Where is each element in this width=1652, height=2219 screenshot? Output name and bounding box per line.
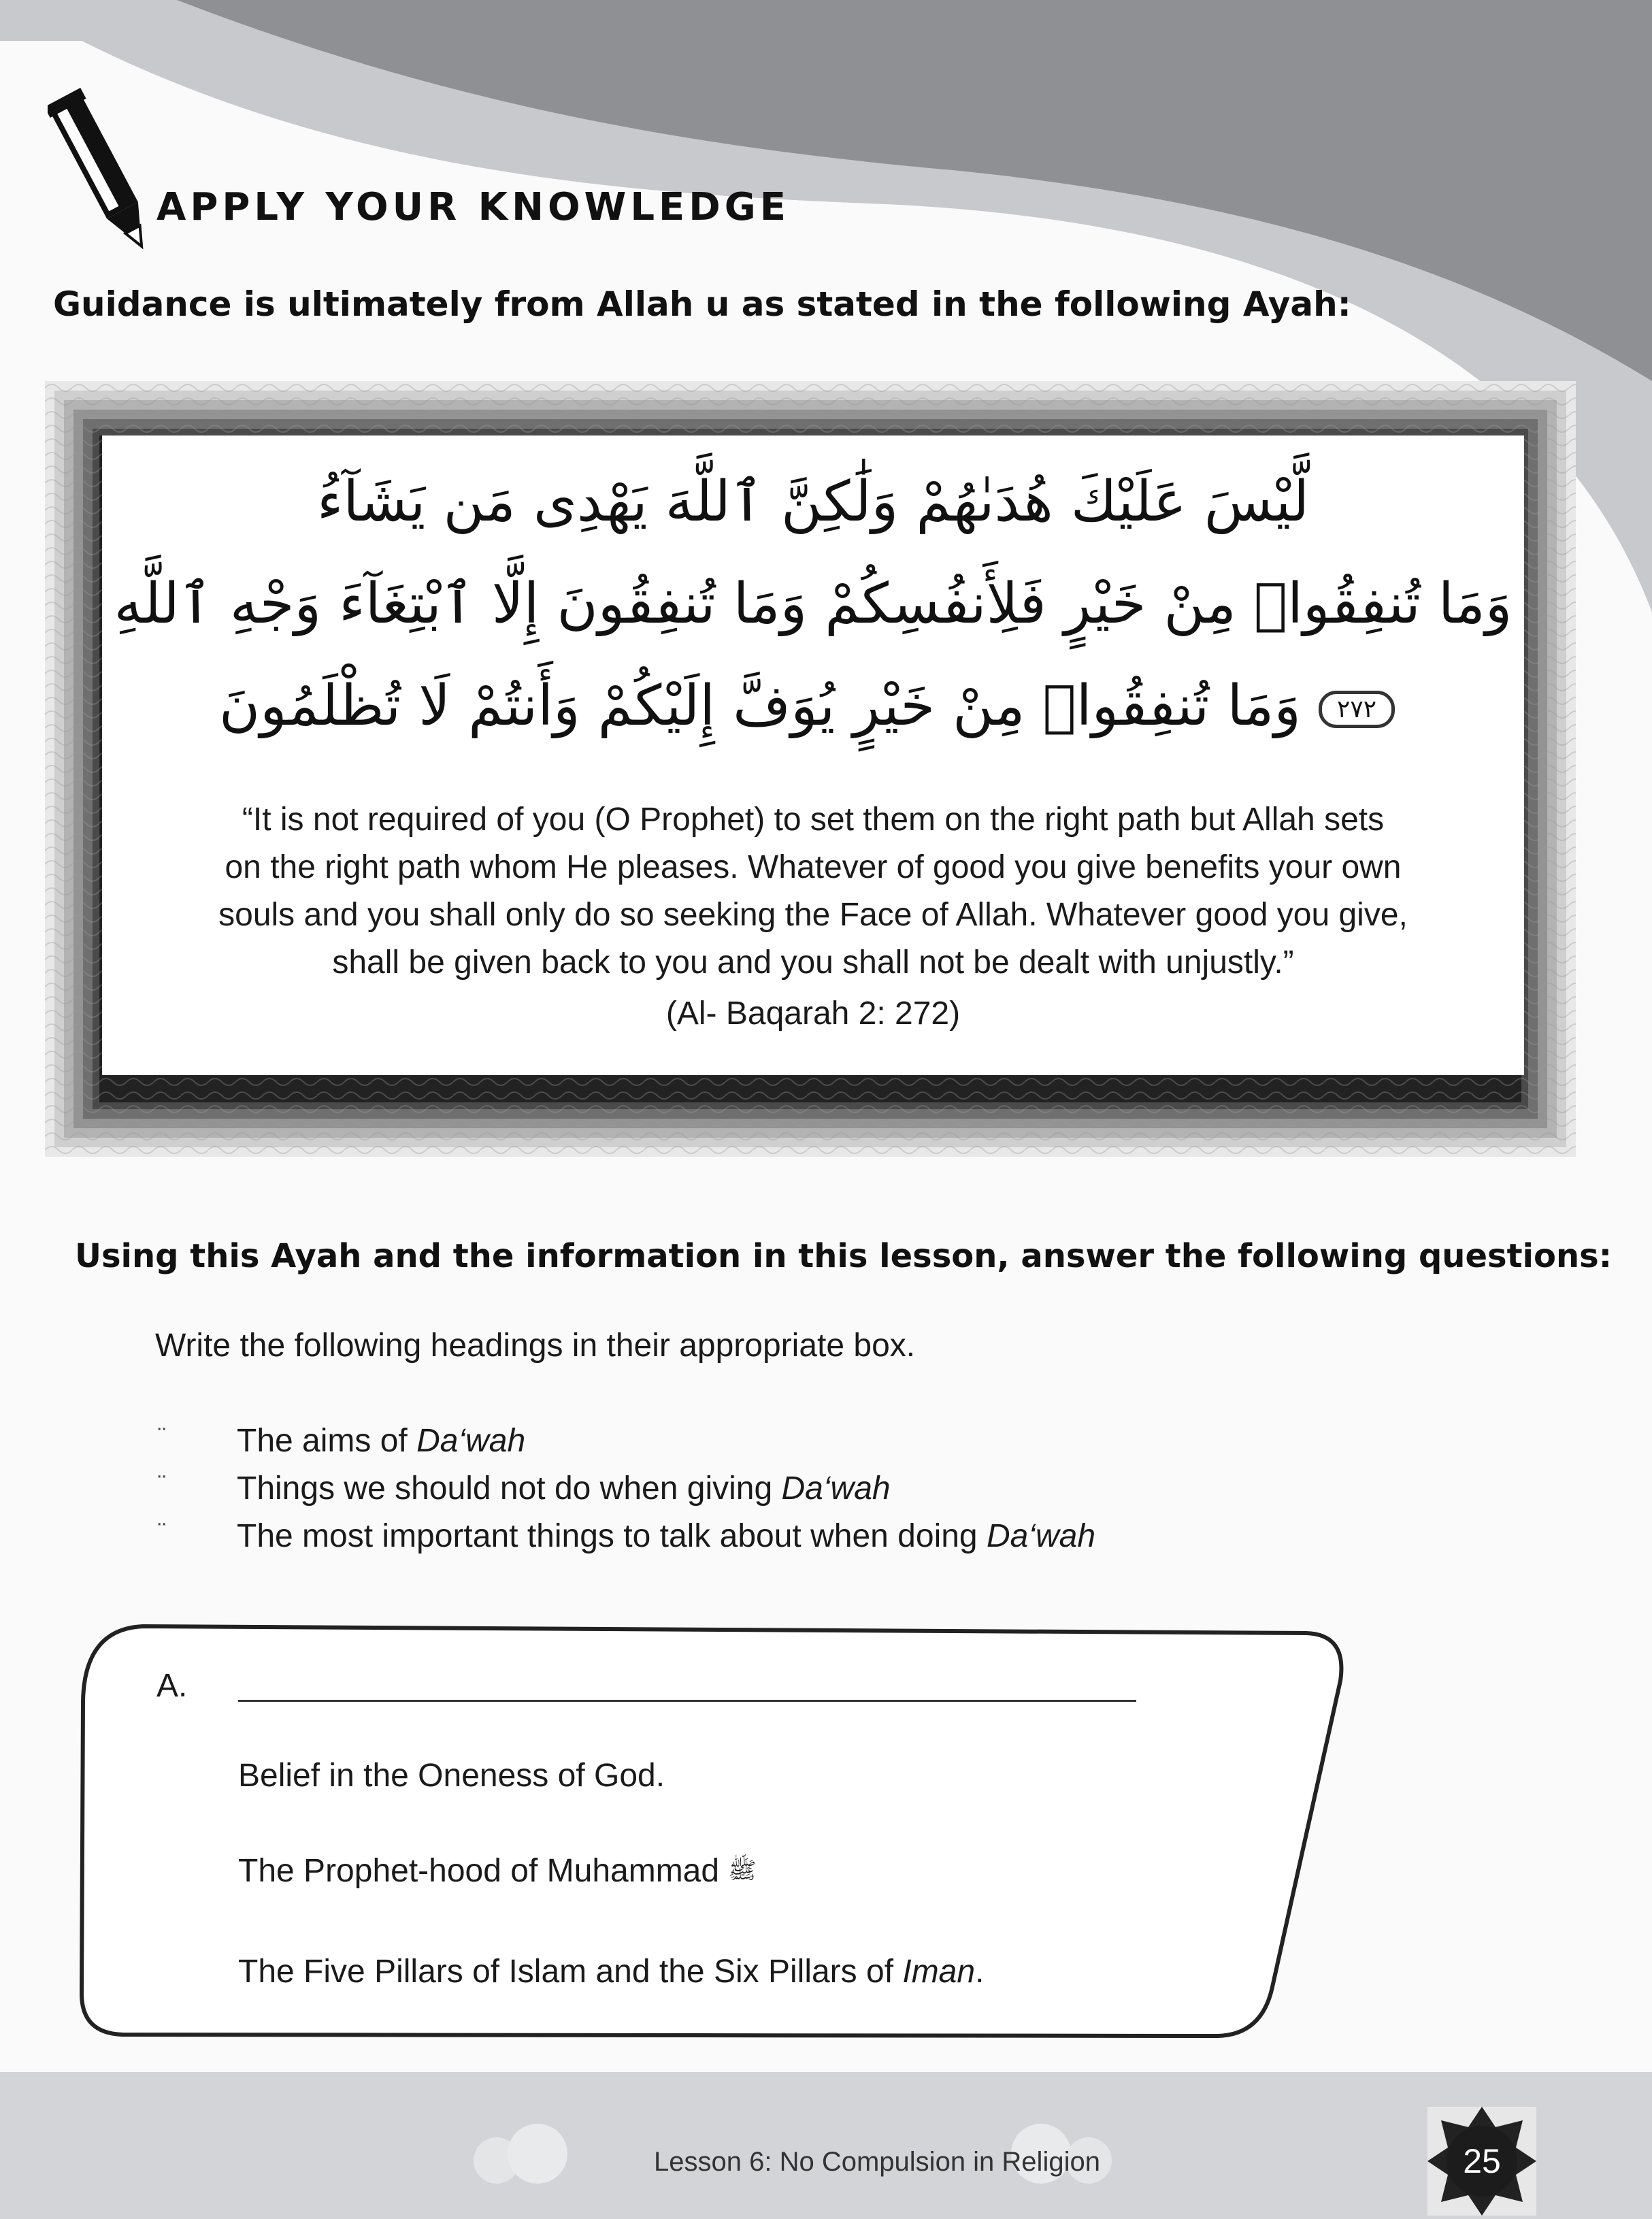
answer-item-italic: Iman	[902, 1954, 976, 1990]
arabic-line-3	[102, 674, 1524, 738]
answer-item-end: .	[975, 1954, 985, 1990]
footer-lesson-title: Lesson 6: No Compulsion in Religion	[654, 2147, 1100, 2177]
translation-line: shall be given back to you and you shall not be dealt with unjustly.”	[332, 944, 1294, 981]
section-title: APPLY YOUR KNOWLEDGE	[156, 185, 790, 229]
arabic-line-3-text: وَمَا تُنفِقُوا۟ مِنْ خَيْرٍ يُوَفَّ إِلَيْكُمْ وَأَنتُمْ لَا تُظْلَمُونَ	[218, 674, 1301, 738]
ayah-reference: (Al- Baqarah 2: 272)	[665, 996, 961, 1032]
answer-item-text: The Five Pillars of Islam and the Six Pillars of	[238, 1954, 903, 1990]
ayah-translation	[129, 796, 1497, 987]
instruction-text: Write the following headings in their appropriate box.	[155, 1328, 916, 1364]
heading-text: The aims of	[237, 1423, 417, 1459]
heading-italic: Da‘wah	[781, 1470, 891, 1507]
bullet-icon: ¨	[158, 1517, 166, 1545]
heading-text: The most important things to talk about when doing	[237, 1518, 987, 1554]
answer-item: Belief in the Oneness of God.	[238, 1758, 665, 1794]
arabic-line-2: وَمَا تُنفِقُوا۟ مِنْ خَيْرٍ فَلِأَنفُسِكُمْ وَمَا تُنفِقُونَ إِلَّا ٱبْتِغَآءَ وَجْهِ ٱللَّهِ	[114, 572, 1513, 636]
ayah-number-badge: ٢٧٢	[1319, 691, 1395, 728]
translation-line: on the right path whom He pleases. Whatever of good you give benefits your own	[225, 849, 1402, 885]
arabic-line-1: لَّيْسَ عَلَيْكَ هُدَىٰهُمْ وَلَٰكِنَّ ٱللَّهَ يَهْدِى مَن يَشَآءُ	[316, 470, 1310, 534]
answer-blank-line[interactable]	[238, 1700, 1136, 1702]
answer-item	[238, 1852, 756, 1890]
salutation-icon: ﷺ	[728, 1857, 757, 1884]
translation-line: “It is not required of you (O Prophet) to set them on the right path but Allah sets	[242, 802, 1385, 838]
heading-item	[158, 1517, 1095, 1555]
pencil-icon	[48, 85, 163, 269]
page-number: 25	[1463, 2142, 1501, 2180]
answer-item-text: The Prophet-hood of Muhammad	[238, 1853, 720, 1889]
heading-text: Things we should not do when giving	[237, 1470, 782, 1507]
bullet-icon: ¨	[158, 1422, 166, 1450]
heading-item	[158, 1470, 891, 1507]
answer-item	[238, 1953, 984, 1990]
questions-heading: Using this Ayah and the information in this lesson, answer the following questions:	[75, 1237, 1612, 1275]
answer-label: A.	[156, 1668, 188, 1704]
ayah-panel	[102, 435, 1524, 1075]
heading-italic: Da‘wah	[986, 1518, 1096, 1554]
intro-text: Guidance is ultimately from Allah u as stated in the following Ayah:	[53, 284, 1351, 324]
heading-italic: Da‘wah	[416, 1423, 526, 1459]
heading-item	[158, 1422, 525, 1460]
bullet-icon: ¨	[158, 1470, 166, 1498]
translation-line: souls and you shall only do so seeking the Face of Allah. Whatever good you give,	[218, 897, 1408, 933]
